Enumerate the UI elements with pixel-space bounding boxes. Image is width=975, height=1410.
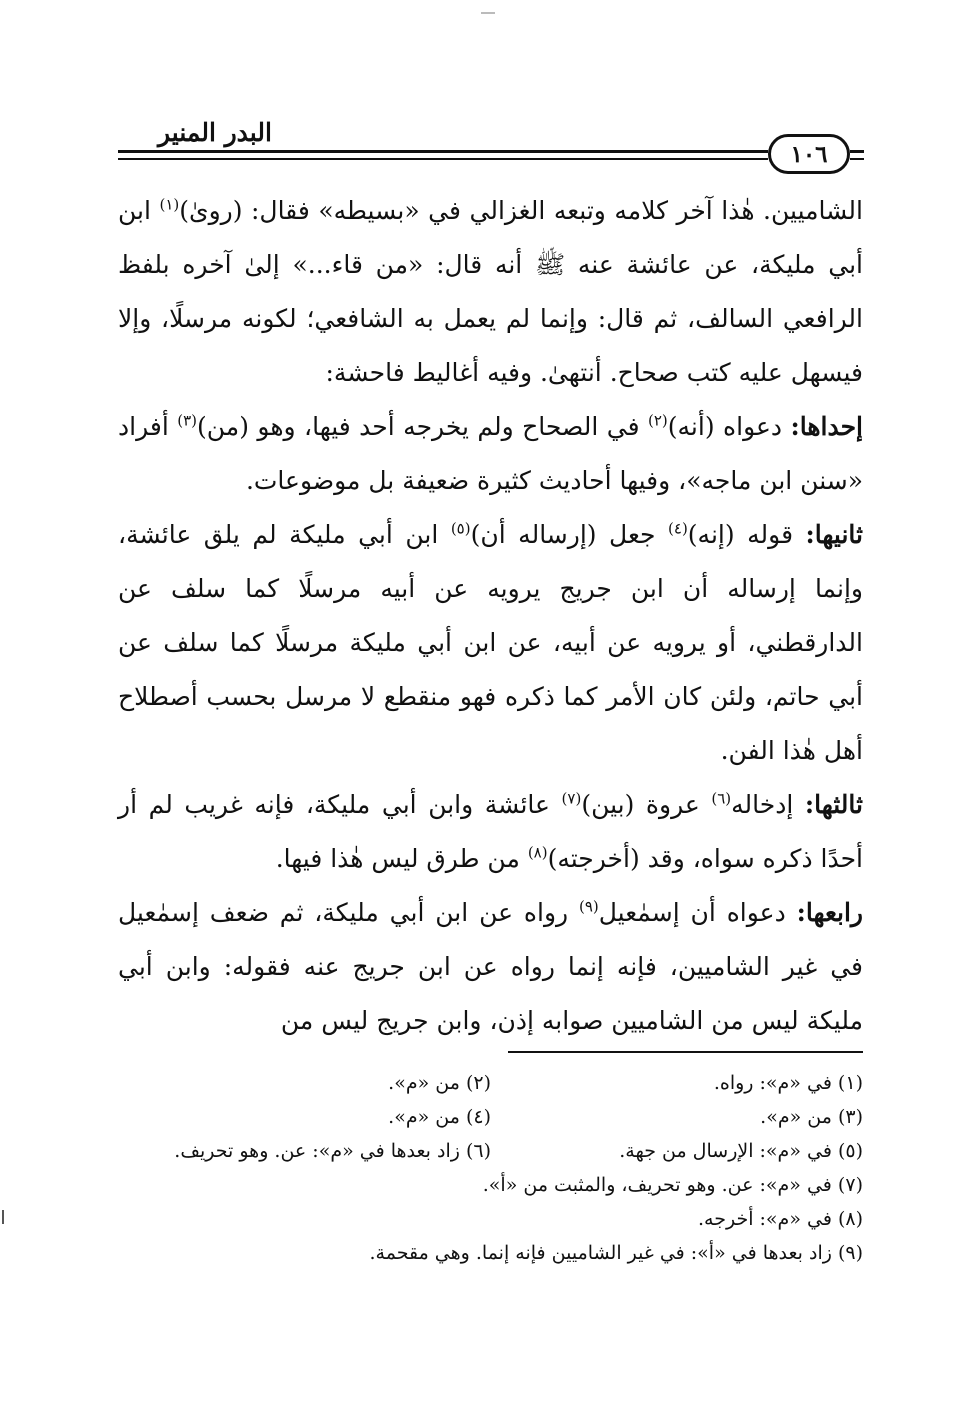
paragraph-3 xyxy=(118,508,863,778)
point-label: رابعها: xyxy=(796,898,863,927)
text-run: عائشة وابن أبي مليكة، فإنه غريب لم أر أحدًا ذكره سواه، وقد (أخرجته) xyxy=(118,790,863,873)
main-text xyxy=(118,184,863,1048)
paragraph-5 xyxy=(118,886,863,1048)
point-label: إحداها: xyxy=(790,412,863,441)
footnote-divider xyxy=(508,1051,863,1053)
point-label: ثالثها: xyxy=(804,790,863,819)
text-run: في الصحاح ولم يخرجه أحد فيها، وهو (من) xyxy=(197,412,648,441)
footnote-5: (٥) في «م»: الإرسال من جهة. xyxy=(619,1140,863,1162)
footnote-row xyxy=(118,1168,863,1202)
text-run: قوله (إنه) xyxy=(687,520,806,549)
paragraph-2 xyxy=(118,400,863,508)
header-rule-stub-top xyxy=(850,150,864,153)
text-run: إدخاله xyxy=(731,790,805,819)
footnote-row xyxy=(118,1066,863,1100)
footnote-ref: (١) xyxy=(159,195,180,214)
page-header xyxy=(118,118,863,168)
footnote-2: (٢) من «م». xyxy=(388,1072,491,1094)
header-rule-stub-bottom xyxy=(850,158,864,160)
text-run: دعواه (أنه) xyxy=(667,412,791,441)
footnote-ref: (٨) xyxy=(527,843,548,862)
footnote-3: (٣) من «م». xyxy=(760,1106,863,1128)
page-number-frame xyxy=(768,134,850,174)
text-run: الشاميين. هٰذا آخر كلامه وتبعه الغزالي في «بسيطه» فقال: (روىٰ) xyxy=(179,196,863,225)
footnote-ref: (٧) xyxy=(561,789,582,808)
text-run: رواه عن ابن أبي مليكة، ثم ضعف إسمٰعيل في غير الشاميين، فإنه إنما رواه عن ابن جريج عنه فقوله: وابن أبي مليكة ليس من الشاميين صوابه إذن، وابن جريج ليس من xyxy=(118,898,863,1035)
footnote-row xyxy=(118,1100,863,1134)
scan-mark xyxy=(481,12,495,14)
page-number: ١٠٦ xyxy=(790,140,828,168)
text-run: دعواه أن إسمٰعيل xyxy=(598,898,797,927)
footnote-ref: (٦) xyxy=(711,789,732,808)
scan-edge-mark xyxy=(2,1210,4,1224)
text-run: عروة (بين) xyxy=(581,790,712,819)
footnotes xyxy=(118,1066,863,1270)
footnote-6: (٦) زاد بعدها في «م»: عن. وهو تحريف. xyxy=(174,1140,491,1162)
footnote-4: (٤) من «م». xyxy=(388,1106,491,1128)
header-rule-top xyxy=(118,150,768,153)
footnote-ref: (٩) xyxy=(578,897,599,916)
text-run: من طرق ليس هٰذا فيها. xyxy=(275,844,528,873)
footnote-ref: (٢) xyxy=(647,411,668,430)
header-rule-bottom xyxy=(118,158,768,160)
footnote-8: (٨) في «م»: أخرجه. xyxy=(698,1208,863,1230)
footnote-1: (١) في «م»: رواه. xyxy=(713,1072,863,1094)
text-run: ابن أبي مليكة لم يلق عائشة، وإنما إرساله أن ابن جريج يرويه عن أبيه مرسلًا كما سلف عن الدارقطني، أو يرويه عن أبيه، عن ابن أبي مليكة مرسلًا كما سلف عن أبي حاتم، ولئن كان الأمر كما ذكره فهو منقطع لا مرسل بحسب أصطلاح أهل هٰذا الفن. xyxy=(118,520,863,765)
footnote-9: (٩) زاد بعدها في «أ»: في غير الشاميين فإنه إنما. وهي مقحمة. xyxy=(369,1242,863,1264)
footnote-ref: (٤) xyxy=(668,519,688,538)
paragraph-1 xyxy=(118,184,863,400)
footnote-row xyxy=(118,1134,863,1168)
footnote-ref: (٣) xyxy=(177,411,198,430)
point-label: ثانيها: xyxy=(805,520,863,549)
footnote-7: (٧) في «م»: عن. وهو تحريف، والمثبت من «أ». xyxy=(482,1174,863,1196)
text-run: جعل (إرساله أن) xyxy=(470,520,669,549)
text-run: ابن أبي مليكة، عن عائشة عنه ﷺ أنه قال: «من قاء...» إلىٰ آخره بلفظ الرافعي السالف، ثم قال: وإنما لم يعمل به الشافعي؛ لكونه مرسلًا، وإلا فيسهل عليه كتب صحاح. أنتهىٰ. وفيه أغاليط فاحشة: xyxy=(118,196,863,387)
footnote-row xyxy=(118,1236,863,1270)
footnote-ref: (٥) xyxy=(450,519,471,538)
footnote-row xyxy=(118,1202,863,1236)
text-run: أفراد «سنن ابن ماجه»، وفيها أحاديث كثيرة ضعيفة بل موضوعات. xyxy=(118,412,863,495)
paragraph-4 xyxy=(118,778,863,886)
book-title: البدر المنير xyxy=(158,118,272,147)
